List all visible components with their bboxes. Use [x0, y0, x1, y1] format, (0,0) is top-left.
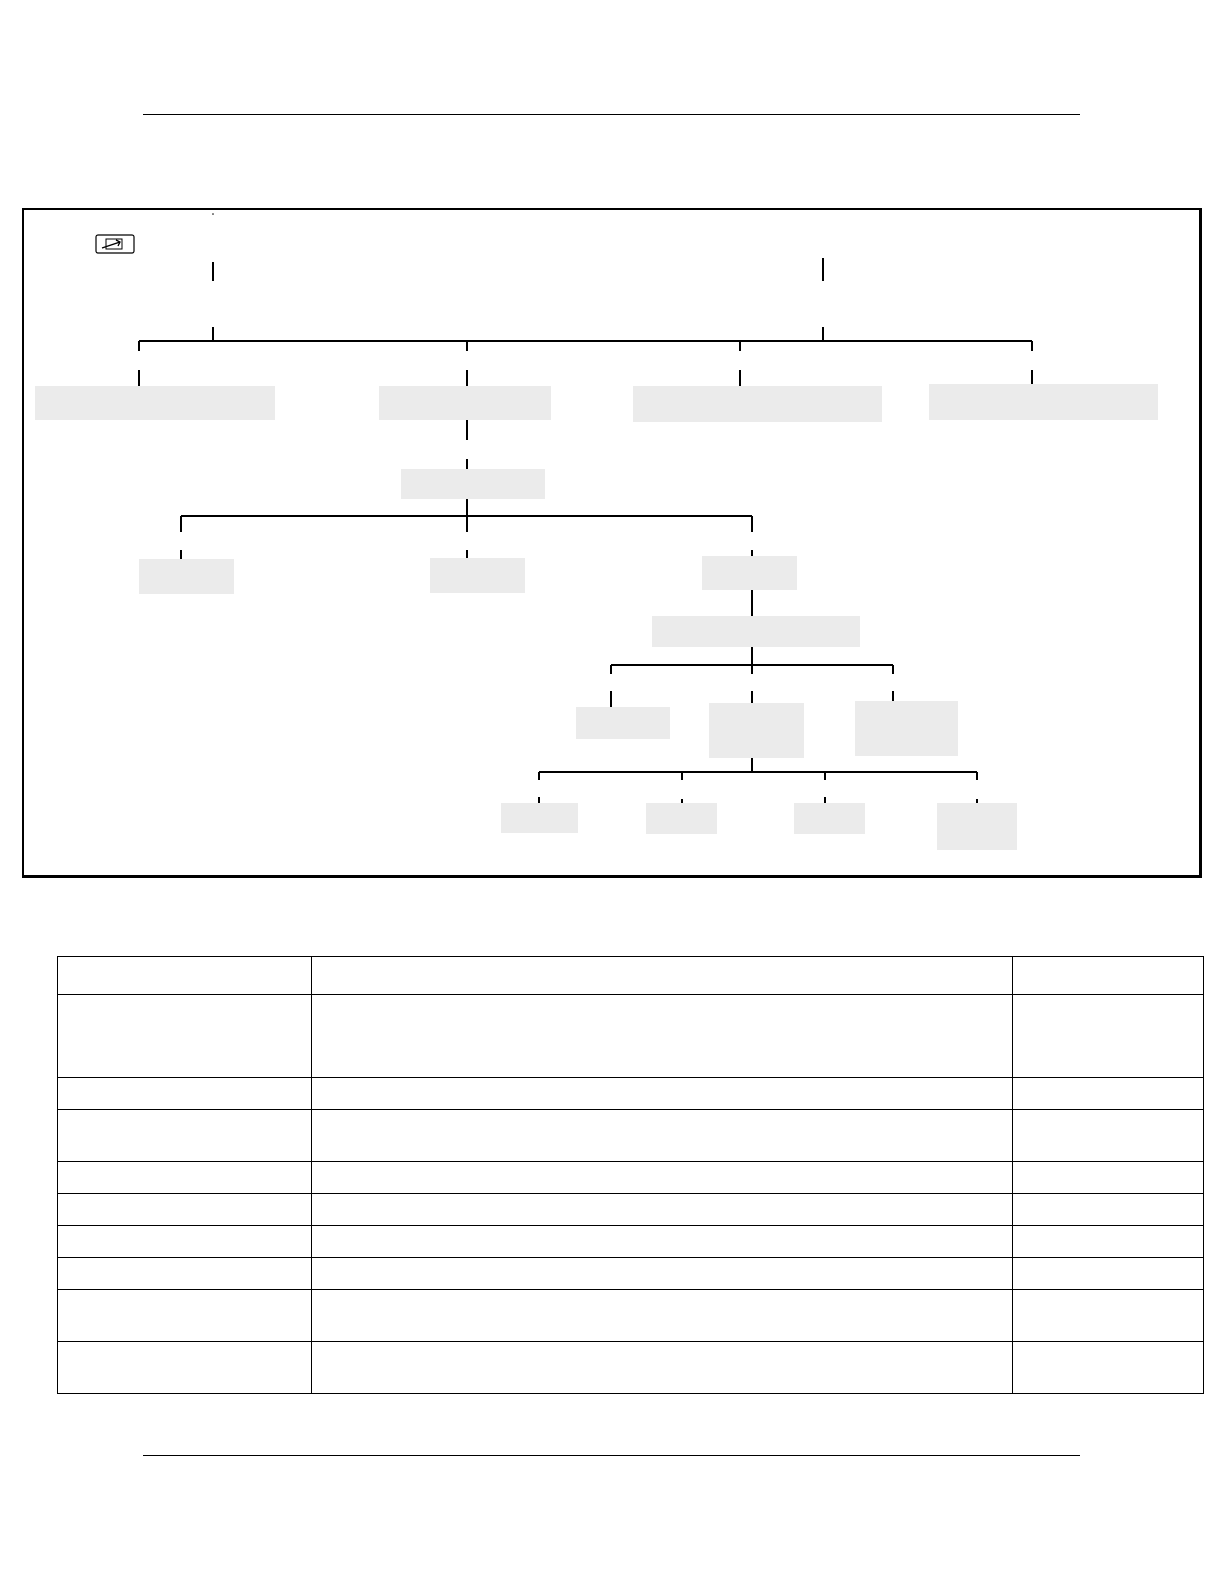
- org-node-l1-d: [929, 384, 1158, 420]
- table-cell: [58, 1110, 312, 1162]
- org-node-l3-a: [139, 559, 234, 594]
- org-node-l2: [401, 469, 545, 499]
- org-chart-frame: [22, 208, 1202, 878]
- table-cell: [312, 1110, 1013, 1162]
- org-node-box: [139, 559, 234, 594]
- org-node-l6-b: [646, 803, 717, 834]
- table-cell: [312, 1162, 1013, 1194]
- org-node-l5-a: [576, 707, 670, 739]
- data-table: [57, 956, 1204, 1394]
- table-cell: [1013, 1226, 1204, 1258]
- table-row: [58, 1162, 1204, 1194]
- table-cell: [58, 1342, 312, 1394]
- table-cell: [58, 957, 312, 995]
- org-node-box: [379, 386, 551, 420]
- table-cell: [58, 1226, 312, 1258]
- table-cell: [58, 995, 312, 1078]
- org-node-l3-b: [430, 558, 525, 593]
- header-rule: [143, 114, 1080, 115]
- table-row: [58, 1110, 1204, 1162]
- table-row: [58, 957, 1204, 995]
- table-row: [58, 1226, 1204, 1258]
- org-node-l5-b: [709, 703, 804, 758]
- table-body: [58, 957, 1204, 1394]
- table-row: [58, 995, 1204, 1078]
- table-cell: [58, 1078, 312, 1110]
- table-row: [58, 1290, 1204, 1342]
- org-node-box: [646, 803, 717, 834]
- org-node-box: [709, 703, 804, 758]
- table-cell: [312, 1342, 1013, 1394]
- table-cell: [312, 1290, 1013, 1342]
- table-row: [58, 1342, 1204, 1394]
- org-node-l6-a: [501, 803, 578, 833]
- table-cell: [312, 1194, 1013, 1226]
- org-node-l5-c: [855, 701, 958, 756]
- table-cell: [1013, 1194, 1204, 1226]
- org-node-box: [855, 701, 958, 756]
- table-cell: [58, 1162, 312, 1194]
- table-row: [58, 1194, 1204, 1226]
- presentation-arrow-icon[interactable]: [96, 235, 134, 253]
- org-node-box: [702, 556, 797, 590]
- org-node-box: [430, 558, 525, 593]
- org-chart: [24, 210, 1201, 877]
- org-node-l6-d: [937, 803, 1017, 850]
- table-cell: [312, 995, 1013, 1078]
- org-node-l4: [652, 616, 860, 647]
- org-node-box: [576, 707, 670, 739]
- org-node-box: [501, 803, 578, 833]
- chart-nodes: [35, 384, 1158, 850]
- org-node-l3-c: [702, 556, 797, 590]
- org-node-l1-b: [379, 386, 551, 420]
- table-cell: [312, 957, 1013, 995]
- org-node-l6-c: [794, 803, 865, 834]
- table-cell: [1013, 1258, 1204, 1290]
- table-row: [58, 1078, 1204, 1110]
- table-cell: [1013, 1290, 1204, 1342]
- org-node-box: [35, 386, 275, 420]
- table-cell: [58, 1258, 312, 1290]
- table-cell: [1013, 957, 1204, 995]
- org-node-box: [633, 386, 882, 422]
- table-cell: [58, 1290, 312, 1342]
- org-node-l1-a: [35, 386, 275, 420]
- table-cell: [1013, 1342, 1204, 1394]
- table-cell: [312, 1226, 1013, 1258]
- table-cell: [1013, 1162, 1204, 1194]
- table-cell: [312, 1258, 1013, 1290]
- table-cell: [1013, 1110, 1204, 1162]
- table-cell: [312, 1078, 1013, 1110]
- stray-dot: [212, 213, 214, 215]
- table-cell: [1013, 995, 1204, 1078]
- org-node-box: [401, 469, 545, 499]
- footer-rule: [143, 1455, 1080, 1456]
- org-node-box: [652, 616, 860, 647]
- table-row: [58, 1258, 1204, 1290]
- org-node-l1-c: [633, 386, 882, 422]
- table-cell: [58, 1194, 312, 1226]
- org-node-box: [937, 803, 1017, 850]
- org-node-box: [929, 384, 1158, 420]
- org-node-box: [794, 803, 865, 834]
- table-cell: [1013, 1078, 1204, 1110]
